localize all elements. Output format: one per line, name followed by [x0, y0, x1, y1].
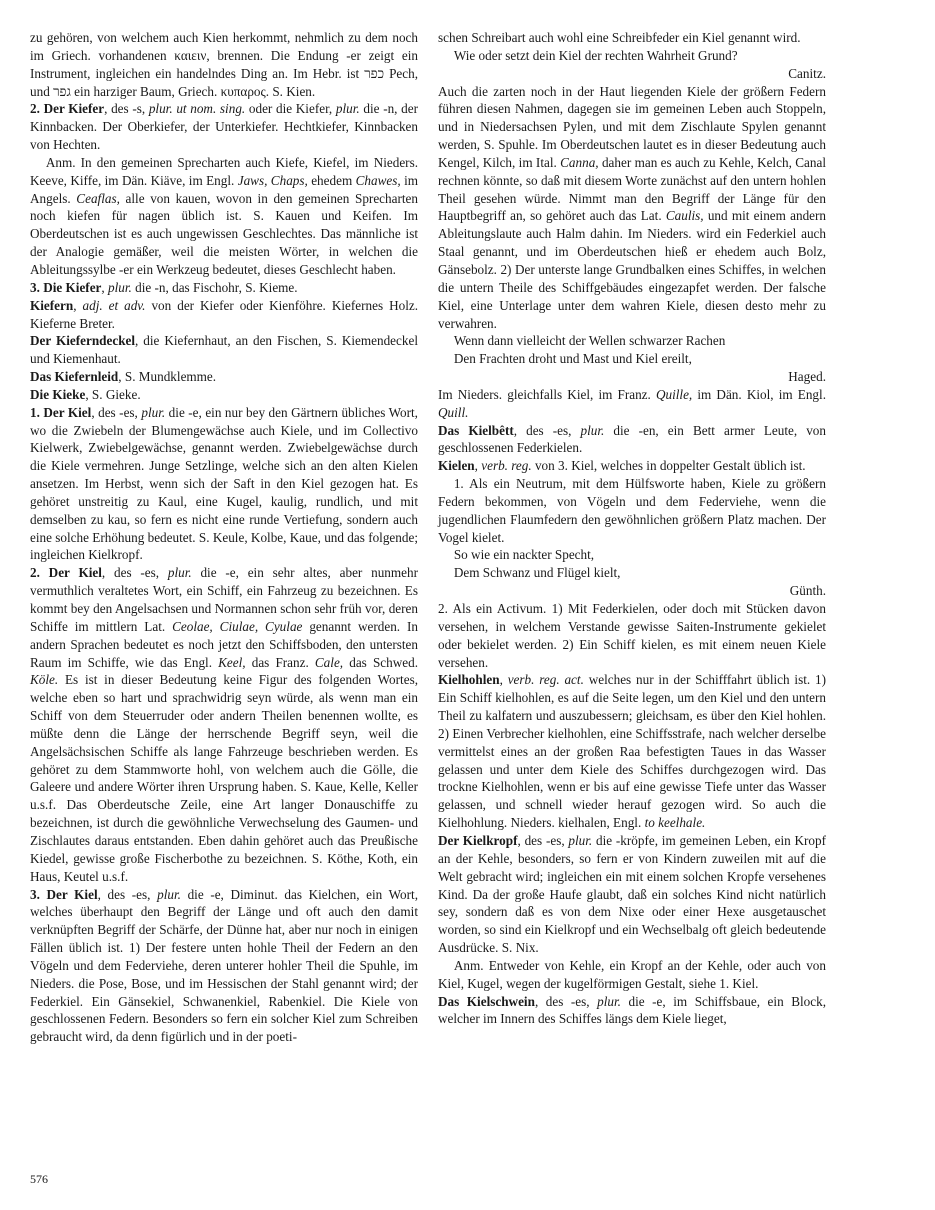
- italic-text: plur.: [157, 886, 181, 902]
- entry-paragraph: [30, 297, 418, 333]
- text-run: daher man es auch zu Kehle, Kelch, Canal rechnen könnte, so daß mit diesem Worte zunächst auf den untern hohlen Theil gesehen würde. Nimmt man den Begriff der Länge für den Hauptbegriff an, so gehöret auch das Lat.: [438, 154, 826, 224]
- italic-text: Ceolae, Ciulae, Cyulae: [172, 618, 303, 634]
- text-run: genannt werden. In andern Sprachen bedeutet es noch jetzt den Schiffsboden, den untersten Raum im Schiffe, wie das Engl.: [30, 618, 418, 670]
- text-run: im Angels.: [30, 172, 418, 206]
- entry-paragraph: [30, 279, 418, 297]
- text-run: schen Schreibart auch wohl eine Schreibfeder ein Kiel genannt wird.: [438, 30, 801, 45]
- entry-paragraph: [438, 386, 826, 422]
- italic-text: plur.: [580, 422, 605, 438]
- italic-text: plur.: [597, 993, 621, 1009]
- text-run: Im Nieders. gleichfalls Kiel, im Franz.: [438, 386, 656, 402]
- text-run: und mit einem andern Ableitungslaute auch Halm dahin. Im Nieders. wird ein Federkiel auch Staal genannt, und im Oberdeutschen hieß er ehedem auch Bolz, Gänsebolz. 2) Der unterste lange Grundbalken eines Schiffes, in welchen die untern Theile des Schiffgebäudes eingezapfet werden. Der falsche Kiel, eine Unterlage unter dem wahren Kiele, diesen desto mehr zu verwahren.: [438, 208, 827, 331]
- text-run: , S. Mundklemme.: [118, 369, 217, 385]
- italic-text: plur.: [108, 279, 132, 295]
- italic-text: plur.: [167, 565, 192, 581]
- italic-text: verb. reg.: [481, 458, 532, 474]
- italic-text: Ceaflas,: [76, 190, 120, 206]
- entry-paragraph: [438, 83, 826, 333]
- headword: Die Kieke: [30, 386, 86, 402]
- text-run: Wenn dann vielleicht der Wellen schwarzer Rachen: [453, 333, 726, 349]
- text-run: die -kröpfe, im gemeinen Leben, ein Kropf an der Kehle, besonders, so fern er von Kindern zuweilen mit auf die Welt gebracht wird; ingleichen ein mit einem solchen Kropfe versehenes Kind. Da der große Haufe glaubt, daß ein solches Kind nicht natürlich sey, sondern daß es von dem Nixe oder einer Hexe ausgetauschet worden, so sind ein Kielkropf und ein Wechselbalg oft gleich bedeutende Ausdrücke. S. Nix.: [438, 832, 826, 956]
- italic-text: plur.: [141, 404, 166, 420]
- text-run: die -e, Diminut. das Kielchen, ein Wort, welches überhaupt den Begriff der Länge und oft auch den damit verknüpften Begriff der Schärfe, der Dünne hat, aber nur noch in einigen Fällen üblich ist. 1) Der festere unten hohle Theil der Federn an den Vögeln und dem Federviehe, deren unterer hohler Theil die Spuhle, im Nieders. die Pose, Bose, und im Hessischen der Stahl genannt wird; der Federkiel. Ein Gänsekiel, Schwanenkiel, Rabenkiel. Die Kiele von geschlossenen Federn. Besonders so fern ein solcher Kiel zum Schreiben gebraucht wird, da denn figürlich und in der poeti-: [30, 886, 418, 1045]
- italic-text: plur.: [568, 832, 593, 848]
- headword: 2. Der Kiefer: [30, 101, 105, 117]
- text-run: welches nur in der Schifffahrt üblich ist. 1) Ein Schiff kielhohlen, es auf die Seite legen, um den Kiel und den untern Theil zu kalfatern und auszubessern; gleichsam, es über den Kiel hohlen. 2) Einen Verbrecher kielhohlen, eine Schiffsstrafe, nach welcher derselbe vermittelst eines an der großen Raa befestigten Taues in das Wasser gelassen und unter dem Kiele des Schiffes durchgezogen wird. Das trockne Kielhohlen, wenn er bis auf eine gewisse Tiefe unter das Wasser gelassen, und schnell wieder herauf gezogen wird. So auch die Kielhohlung. Nieders. kielhalen, Engl.: [438, 672, 826, 831]
- entry-paragraph: [30, 564, 418, 885]
- text-run: , des -es,: [534, 993, 598, 1009]
- italic-text: plur. ut nom. sing.: [148, 101, 246, 117]
- italic-text: Caulis,: [665, 208, 704, 224]
- headword: Der Kieferndeckel: [30, 333, 136, 349]
- text-run: Dem Schwanz und Flügel kielt,: [453, 565, 621, 581]
- entry-paragraph: [30, 154, 418, 279]
- italic-text: Cale,: [314, 654, 344, 670]
- italic-text: verb. reg. act.: [507, 672, 584, 688]
- entry-paragraph: [30, 386, 418, 404]
- headword: Kielen: [438, 458, 475, 474]
- entry-paragraph: [438, 582, 826, 600]
- text-run: Anm. In den gemeinen Sprecharten auch Kiefe, Kiefel, im Nieders. Keeve, Kiffe, im Dän. Kiäve, im Engl.: [30, 154, 418, 188]
- text-run: Haged.: [788, 369, 826, 385]
- italic-text: adj. et adv.: [82, 297, 146, 313]
- text-run: ,: [101, 279, 108, 295]
- text-run: die -en, ein Bett armer Leute, von geschlossenen Federkielen.: [438, 422, 826, 456]
- text-run: ehedem: [307, 172, 356, 188]
- headword: Das Kielschwein: [438, 993, 535, 1009]
- text-run: , des -es,: [97, 886, 158, 902]
- entry-paragraph: [438, 422, 826, 458]
- text-run: , die Kiefernhaut, an den Fischen, S. Kiemendeckel und Kiemenhaut.: [30, 333, 418, 367]
- text-run: die -e, ein nur bey den Gärtnern übliches Wort, wo die Zwiebeln der Blumengewächse auch Kiele, und im Collectivo Kielwerk, Zwiebelgewächse, genannt werden. Zwiebelgewächse durch die Kiele vermehren. Junge Setzlinge, welche sich an den alten Kielen ansetzen. Im Herbst, wenn sich der Saft in den Kiel gezogen hat. Es gehöret unstreitig zu Kaul, eine Kugel, kaulig, rundlich, und mit demselben zu kau, so fern es nicht eine runde Vertiefung, sondern auch eine solche Erhöhung bedeutet. S. Keule, Kolbe, Kaue, und das folgende; ingleichen Kielkropf.: [30, 404, 418, 563]
- headword: 3. Der Kiel: [30, 886, 98, 902]
- entry-paragraph: [438, 29, 826, 47]
- entry-paragraph: [438, 332, 826, 350]
- text-run: Canitz.: [788, 65, 826, 81]
- italic-text: Keel,: [218, 654, 246, 670]
- text-run: ,: [499, 672, 508, 688]
- text-run: ,: [474, 458, 482, 474]
- right-column: [438, 29, 826, 1028]
- entry-paragraph: [438, 368, 826, 386]
- text-run: So wie ein nackter Specht,: [453, 547, 595, 563]
- text-run: , des -es,: [513, 422, 581, 438]
- headword: 3. Die Kiefer: [30, 279, 102, 295]
- text-run: oder die Kiefer,: [245, 101, 336, 117]
- entry-paragraph: [438, 993, 826, 1029]
- entry-paragraph: [438, 957, 826, 993]
- entry-paragraph: [438, 457, 826, 475]
- text-run: Wie oder setzt dein Kiel der rechten Wahrheit Grund?: [453, 47, 738, 63]
- text-run: , des -es,: [91, 404, 142, 420]
- entry-paragraph: [438, 475, 826, 546]
- text-run: zu gehören, von welchem auch Kien herkommt, nehmlich zu dem noch im Griech. vorhandenen καιειν, brennen. Die Endung -er zeigt ein Instrument, ingleichen ein handelndes Ding an. Im Hebr. ist כפר Pech, und גפר ein harziger Baum, Griech. κυπαρος. S. Kien.: [30, 30, 419, 99]
- entry-paragraph: [30, 404, 418, 565]
- italic-text: Quille,: [655, 386, 693, 402]
- headword: Der Kielkropf: [438, 832, 518, 848]
- headword: Kiefern: [30, 297, 74, 313]
- entry-paragraph: [438, 564, 826, 582]
- italic-text: Jaws, Chaps,: [237, 172, 308, 188]
- text-run: ,: [73, 297, 83, 313]
- text-run: , S. Gieke.: [85, 386, 141, 402]
- text-run: 2. Als ein Activum. 1) Mit Federkielen, oder doch mit Stücken davon versehen, in welchem Verstande gewisse Saiten-Instrumente gekielet oder bekielet werden. 2) Ein Schiff kielen, es mit einem neuen Kiele versehen.: [438, 601, 826, 670]
- italic-text: Quill.: [438, 404, 469, 420]
- left-column: [30, 29, 418, 1046]
- entry-paragraph: [438, 350, 826, 368]
- headword: Kielhohlen: [438, 672, 500, 688]
- entry-paragraph: [30, 29, 418, 100]
- headword: 1. Der Kiel: [30, 404, 92, 420]
- text-run: die -e, im Schiffsbaue, ein Block, welcher im Innern des Schiffes längs dem Kiele lieget,: [438, 993, 827, 1027]
- entry-paragraph: [438, 671, 826, 832]
- italic-text: Chawes,: [355, 172, 401, 188]
- text-run: , des -es,: [517, 832, 569, 848]
- entry-paragraph: [438, 600, 826, 671]
- text-run: die -n, der Kinnbacken. Der Oberkiefer, der Unterkiefer. Hechtkiefer, Kinnbacken von Hechten.: [30, 101, 418, 153]
- italic-text: to keelhale.: [644, 815, 706, 831]
- text-run: Es ist in dieser Bedeutung keine Figur des folgenden Wortes, welche eben so hart und sprachwidrig seyn würde, als wenn man ein Schiff von dem Steuerruder oder andern Theilen benennen wollte, es müßte denn die Länge der herrschende Begriff seyn, weil die Angelsächsischen Schiffe als lange Fahrzeuge beschrieben werden. Es gehöret zu dem Stammworte hohl, von welchem auch die Gölle, die Galeere und andere Wörter ihren Ursprung haben. S. Kaue, Kelle, Keller u.s.f. Das Oberdeutsche Zeile, eine Art langer Donauschiffe zu bezeichnen, ist durch die gewöhnliche Verwechselung des Gaumen- und Zischlautes daraus entstanden. Eben dahin gehöret auch das Preußische Kiedel, gewisse große Fischerbothe zu bezeichnen. S. Köthe, Koth, ein Haus, Keutel u.s.f.: [30, 672, 418, 884]
- text-run: von der Kiefer oder Kienföhre. Kiefernes Holz. Kieferne Breter.: [30, 297, 419, 331]
- italic-text: Köle.: [30, 672, 59, 688]
- entry-paragraph: [438, 47, 826, 65]
- text-run: das Franz.: [245, 654, 315, 670]
- text-run: Anm. Entweder von Kehle, ein Kropf an der Kehle, oder auch von Kiel, Kugel, wegen der kugelförmigen Gestalt, siehe 1. Kiel.: [438, 957, 826, 991]
- entry-paragraph: [30, 332, 418, 368]
- headword: Das Kiefernleid: [30, 369, 119, 385]
- text-run: Günth.: [789, 583, 826, 599]
- headword: 2. Der Kiel: [30, 565, 102, 581]
- text-run: , des -es,: [101, 565, 168, 581]
- text-run: von 3. Kiel, welches in doppelter Gestalt üblich ist.: [531, 458, 806, 474]
- text-run: , des -s,: [104, 101, 149, 117]
- text-run: 1. Als ein Neutrum, mit dem Hülfsworte haben, Kiele zu größern Federn bekommen, von Vögeln und dem Federviehe, wenn die jugendlichen Flaumfedern den gewöhnlichen größern Platz machen. Der Vogel kielet.: [438, 476, 826, 545]
- entry-paragraph: [30, 886, 418, 1047]
- entry-paragraph: [438, 546, 826, 564]
- page-number: 576: [30, 1172, 48, 1186]
- text-run: Den Frachten droht und Mast und Kiel ereilt,: [453, 351, 692, 367]
- italic-text: Canna,: [560, 154, 599, 170]
- headword: Das Kielbêtt: [438, 422, 514, 438]
- entry-paragraph: [438, 65, 826, 83]
- text-run: Auch die zarten noch in der Haut liegenden Kiele der größern Federn führen diesen Nahmen, dagegen sie im gemeinen Leben auch Stoppeln, und in Niedersachsen Pylen, und mit dem Zischlaute Spylen genannt werden, S. Spuhle. Im Oberdeutschen lautet es in dieser Bedeutung auch Kengel, Kilch, im Ital.: [438, 83, 826, 170]
- text-run: die -n, das Fischohr, S. Kieme.: [131, 279, 298, 295]
- text-run: die -e, ein sehr altes, aber nunmehr vermuthlich veraltetes Wort, ein Schiff, ein Fahrzeug zu bezeichnen. Es kommt bey den Angelsachsen und Normannen schon sehr früh vor, deren Schiffe im mittlern Lat.: [30, 565, 418, 634]
- entry-paragraph: [30, 368, 418, 386]
- text-run: das Schwed.: [343, 654, 418, 670]
- text-run: alle von kauen, wovon in den gemeinen Sprecharten noch kiefen für nagen üblich ist. S. Kauen und Keifen. Im Oberdeutschen ist es auch ungewissen Geschlechtes. Das männliche ist der Analogie gemäßer, weil die meisten Wörter, in welchen die Ableitungssylbe -er ein Werkzeug bedeutet, dieses Geschlecht haben.: [30, 190, 418, 277]
- text-run: im Dän. Kiol, im Engl.: [692, 386, 826, 402]
- entry-paragraph: [30, 100, 418, 154]
- entry-paragraph: [438, 832, 826, 957]
- italic-text: plur.: [335, 101, 360, 117]
